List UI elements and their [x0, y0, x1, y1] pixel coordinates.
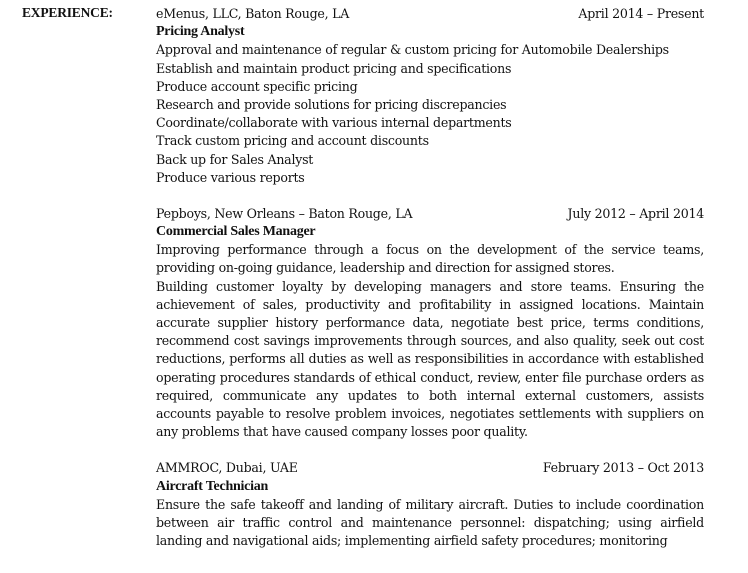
job-entry — [156, 459, 704, 550]
job-duty: Approval and maintenance of regular & custom pricing for Automobile Dealerships — [156, 42, 669, 58]
job-title: Aircraft Technician — [156, 478, 269, 494]
job-entry — [156, 205, 704, 442]
job-dates: July 2012 – April 2014 — [567, 205, 704, 221]
job-company: eMenus, LLC, Baton Rouge, LA — [156, 6, 350, 21]
job-header — [156, 205, 704, 223]
job-entry — [156, 5, 704, 187]
job-duty: Produce various reports — [156, 169, 305, 185]
job-dates: April 2014 – Present — [578, 6, 704, 21]
job-dates: February 2013 – Oct 2013 — [542, 460, 704, 476]
job-title: Pricing Analyst — [156, 24, 245, 40]
job-duty: Produce account specific pricing — [156, 78, 358, 94]
job-description: Building customer loyalty by developing managers and store teams. Ensuring the achievement of sales, productivity and profitability in assigned locations. Maintain accurate supplier history performance data, negotiate best price, terms conditions, recommend cost savings improvements through sources, and also quality, seek out cost reductions, performs all duties as well as responsibilities in accordance with established operating procedures standards of ethical conduct, review, enter file purchase orders as required, communicate any updates to both internal external customers, assists accounts payable to resolve problem invoices, negotiates settlements with suppliers on any problems that have caused company losses poor quality. — [156, 278, 704, 440]
section-label-experience: EXPERIENCE: — [22, 5, 113, 20]
experience-content — [156, 5, 704, 568]
job-header — [156, 5, 704, 23]
job-description: Ensure the safe takeoff and landing of military aircraft. Duties to include coordination between air traffic control and maintenance personnel: dispatching; using airfield landing and navigational aids; implementing airfield safety procedures; monitoring — [156, 496, 704, 549]
job-duty: Track custom pricing and account discounts — [156, 133, 429, 149]
job-duty: Back up for Sales Analyst — [156, 151, 314, 167]
job-description: Improving performance through a focus on the development of the service teams, providing on-going guidance, leadership and direction for assigned stores. — [156, 242, 704, 276]
job-title: Commercial Sales Manager — [156, 224, 316, 240]
job-company: AMMROC, Dubai, UAE — [156, 460, 298, 476]
job-duty: Establish and maintain product pricing and specifications — [156, 60, 512, 76]
job-duty: Coordinate/collaborate with various internal departments — [156, 115, 512, 131]
job-company: Pepboys, New Orleans – Baton Rouge, LA — [156, 205, 413, 221]
job-duty: Research and provide solutions for pricing discrepancies — [156, 96, 507, 112]
job-header — [156, 459, 704, 477]
